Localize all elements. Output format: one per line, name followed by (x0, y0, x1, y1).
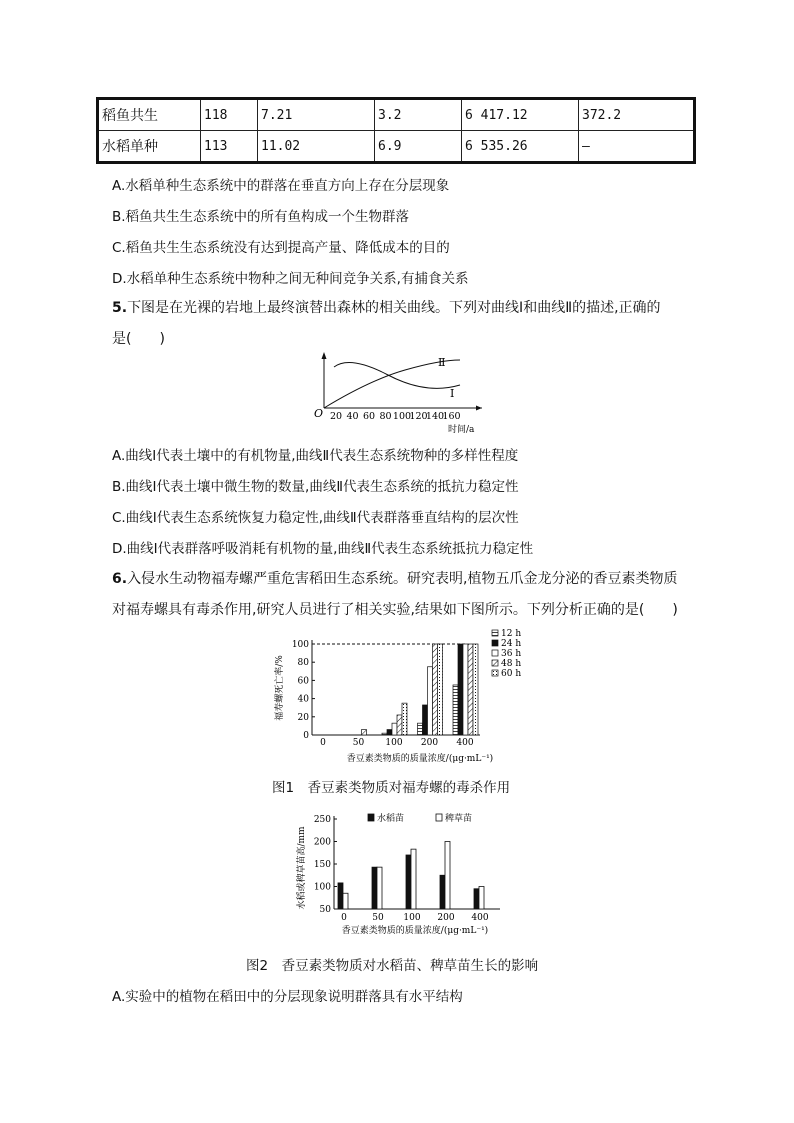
legend-label: 水稻苗 (377, 814, 405, 824)
y-tick-label: 250 (313, 815, 331, 825)
q6-option-a: A.实验中的植物在稻田中的分层现象说明群落具有水平结构 (112, 989, 463, 1005)
origin-label: O (314, 407, 324, 420)
y-tick-label: 200 (313, 837, 331, 848)
data-table (96, 97, 696, 164)
bar-36h (428, 667, 433, 735)
legend-swatch (492, 660, 498, 666)
x-tick-label: 140 (425, 411, 445, 422)
bar-rice (372, 867, 377, 909)
bar-barnyardgrass (377, 867, 382, 909)
bar-48h (433, 644, 438, 735)
table-cell: 372.2 (579, 99, 695, 131)
y-tick-label: 150 (313, 860, 331, 870)
x-tick-label: 100 (385, 738, 403, 748)
curve-ii-label: Ⅱ (438, 356, 446, 369)
legend-swatch (492, 630, 498, 636)
q5-option-c: C.曲线Ⅰ代表生态系统恢复力稳定性,曲线Ⅱ代表群落垂直结构的层次性 (112, 510, 519, 526)
table-cell: 6 535.26 (462, 131, 579, 163)
bar-rice (338, 883, 343, 909)
fig2-x-label: 香豆素类物质的质量浓度/(μg·mL⁻¹) (341, 926, 489, 936)
bar-36h (463, 644, 468, 735)
table-cell: 稻鱼共生 (98, 99, 201, 131)
legend-swatch (368, 814, 374, 821)
q6-stem-line2: 对福寿螺具有毒杀作用,研究人员进行了相关实验,结果如下图所示。下列分析正确的是( ) (112, 602, 678, 618)
bar-12h (382, 733, 387, 735)
bar-60h (402, 703, 407, 735)
x-tick-label: 60 (362, 411, 376, 422)
x-axis-arrow (476, 406, 482, 411)
legend-label: 60 h (501, 669, 522, 679)
q5-option-d: D.曲线Ⅰ代表群落呼吸消耗有机物的量,曲线Ⅱ代表生态系统抵抗力稳定性 (112, 541, 534, 557)
bar-barnyardgrass (479, 887, 484, 910)
bar-24h (387, 730, 392, 735)
legend-swatch (492, 650, 498, 656)
y-tick-label: 100 (291, 640, 309, 650)
y-tick-label: 100 (313, 882, 331, 893)
bar-60h (438, 644, 443, 735)
x-tick-label: 0 (320, 738, 326, 748)
y-tick-label: 0 (303, 731, 309, 741)
x-tick-label: 0 (341, 913, 347, 923)
q4-option-c: C.稻鱼共生生态系统没有达到提高产量、降低成本的目的 (112, 240, 450, 256)
x-tick-label: 20 (329, 411, 343, 422)
legend-swatch (492, 640, 498, 646)
bar-rice (474, 889, 479, 909)
x-tick-label: 200 (420, 738, 439, 748)
q5-stem (112, 297, 661, 317)
bar-rice (406, 855, 411, 909)
table-cell: 118 (201, 99, 258, 131)
table-cell: 6 417.12 (462, 99, 579, 131)
fig2-y-label: 水稻或稗草苗高/mm (297, 826, 307, 910)
x-tick-label: 100 (403, 913, 421, 923)
q4-option-d: D.水稻单种生态系统中物种之间无种间竞争关系,有捕食关系 (112, 271, 469, 287)
fig2-height-chart (290, 808, 520, 938)
q6-stem-line1: 入侵水生动物福寿螺严重危害稻田生态系统。研究表明,植物五爪金龙分泌的香豆素类物质 (127, 571, 678, 587)
fig1-y-label: 福寿螺死亡率/% (275, 655, 285, 721)
legend-label: 12 h (501, 629, 522, 639)
legend-label: 36 h (501, 649, 522, 659)
q5-stem-line1: 下图是在光裸的岩地上最终演替出森林的相关曲线。下列对曲线Ⅰ和曲线Ⅱ的描述,正确的 (127, 300, 661, 316)
table-cell: — (579, 131, 695, 163)
q5-number: 5. (112, 300, 128, 316)
bar-60h (473, 644, 478, 735)
table-cell: 113 (201, 131, 258, 163)
y-tick-label: 40 (297, 694, 309, 705)
bar-rice (440, 875, 445, 909)
bar-barnyardgrass (445, 842, 450, 910)
legend-label: 稗草苗 (445, 814, 473, 824)
fig1-mortality-chart (270, 628, 530, 768)
y-tick-label: 80 (297, 658, 309, 669)
legend-swatch (436, 814, 442, 821)
bar-24h (423, 705, 428, 735)
x-tick-label: 120 (409, 411, 428, 422)
fig1-caption: 图1 香豆素类物质对福寿螺的毒杀作用 (272, 780, 511, 796)
y-tick-label: 60 (297, 676, 309, 687)
bar-12h (418, 723, 423, 735)
fig1-x-label: 香豆素类物质的质量浓度/(μg·mL⁻¹) (346, 754, 494, 764)
x-tick-labels (330, 411, 461, 422)
x-tick-label: 160 (442, 411, 461, 422)
legend-label: 24 h (501, 639, 522, 649)
legend-label: 48 h (501, 659, 522, 669)
y-tick-label: 20 (297, 712, 309, 723)
bar-12h (453, 685, 458, 735)
x-tick-label: 50 (352, 738, 365, 748)
q5-option-a: A.曲线Ⅰ代表土壤中的有机物量,曲线Ⅱ代表生态系统物种的多样性程度 (112, 448, 519, 464)
x-tick-label: 400 (471, 913, 489, 923)
q6-number: 6. (112, 571, 128, 587)
x-tick-label: 40 (346, 411, 359, 422)
fig2-caption: 图2 香豆素类物质对水稻苗、稗草苗生长的影响 (246, 958, 539, 974)
bar-48h (468, 644, 473, 735)
succession-curve-chart (310, 350, 500, 435)
bar-barnyardgrass (343, 893, 348, 909)
x-tick-label: 400 (456, 738, 474, 748)
q4-option-a: A.水稻单种生态系统中的群落在垂直方向上存在分层现象 (112, 178, 450, 194)
bar-48h (397, 715, 402, 735)
curve-i-label: Ⅰ (450, 387, 455, 400)
table-cell: 6.9 (375, 131, 462, 163)
x-tick-label: 100 (392, 411, 412, 422)
bar-48h (362, 730, 367, 735)
table-row (98, 99, 695, 131)
q5-stem-line2: 是( ) (112, 331, 165, 347)
bar-barnyardgrass (411, 849, 416, 909)
bar-36h (392, 723, 397, 735)
x-tick-label: 200 (437, 913, 455, 923)
q5-option-b: B.曲线Ⅰ代表土壤中微生物的数量,曲线Ⅱ代表生态系统的抵抗力稳定性 (112, 479, 519, 495)
x-tick-label: 50 (372, 913, 384, 923)
table-cell: 7.21 (258, 99, 375, 131)
y-axis-arrow (322, 352, 327, 359)
q4-option-b: B.稻鱼共生生态系统中的所有鱼构成一个生物群落 (112, 209, 410, 225)
table-row (98, 131, 695, 163)
x-unit-label: 时间/a (448, 425, 475, 435)
table-cell: 水稻单种 (98, 131, 201, 163)
legend-swatch (492, 670, 498, 676)
bar-24h (458, 644, 463, 735)
q6-stem (112, 568, 678, 588)
table-cell: 3.2 (375, 99, 462, 131)
x-tick-label: 80 (379, 411, 392, 422)
y-tick-label: 50 (319, 905, 331, 915)
table-cell: 11.02 (258, 131, 375, 163)
